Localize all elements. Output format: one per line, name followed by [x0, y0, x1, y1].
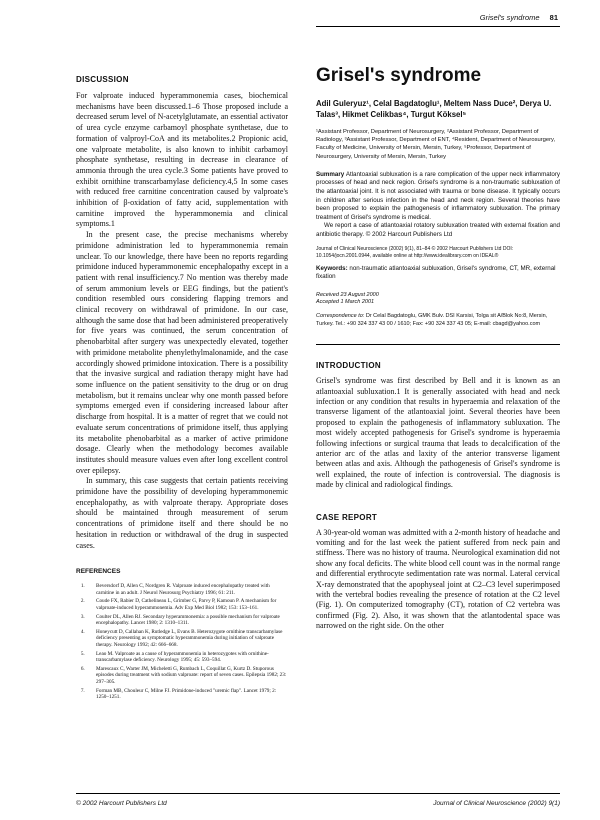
reference-item: 1. Beversdorf D, Allen C, Nordgren R. Valproate induced encephalopathy treated with carnitine in an adult. J Neurol Neurosurg Psychiatry 1996; 61: 211.	[86, 583, 288, 596]
left-column	[76, 75, 288, 703]
case-report-heading: CASE REPORT	[316, 512, 378, 522]
references-list	[76, 583, 288, 701]
discussion-paragraph: For valproate induced hyperammonemia cases, biochemical mechanisms have been discussed.1–6 Those proposed include a decreased serum level of N-acetylglutamate, an essential activator of urea cycle enzyme carbamoyl phosphate synthetase, due to formation of valproyl-CoA and its metabolites.2 Propionic acid, one valproate metabolite, is also known to inhibit carbamoyl phosphate synthetase, resulting in decrease in clearance of ammonia through the urea cycle.3 Some patients have proved to exhibit ornithine transcarbamylase deficiency.4,5 In some cases with reduced free carnitine concentration caused by valproate's inhibition of β-oxidation of fatty acid, supplementation with carnitine improved the hyperammonemia and clinical symptoms.1	[76, 91, 288, 229]
article-title: Grisel's syndrome	[316, 65, 482, 86]
keywords-label: Keywords:	[316, 264, 348, 272]
citation-line: Journal of Clinical Neuroscience (2002) 9(1), 81–84 © 2002 Harcourt Publishers Ltd DOI: 10.1054/jocn.2001.0944, available online at http://www.idealibrary.com on IDEAL®	[316, 245, 514, 259]
discussion-paragraph: In summary, this case suggests that certain patients receiving primidone have the possibility of developing hyperammonemic encephalopathy, as with valproate therapy. Appropriate doses should be maintained through measurement of serum concentrations of primidone itself and there should be no hesitation in reduction or withdrawal of the drug in suspected cases.	[76, 476, 288, 550]
header-rule	[316, 26, 560, 27]
summary-label: Summary	[316, 170, 345, 178]
running-header	[480, 13, 558, 22]
discussion-body	[76, 91, 288, 551]
introduction-body	[316, 376, 560, 490]
footer-rule	[76, 793, 560, 794]
discussion-heading: DISCUSSION	[76, 75, 129, 84]
reference-item: 5. Leao M. Valproate as a cause of hyperammonemia in heterozygotes with ornithine-transcarbamylase deficiency. Neurology 1995; 45: 593–594.	[86, 651, 288, 664]
author-list: Adil Guleryuz¹, Celal Bagdatoglu¹, Meltem Nass Duce², Derya U. Talas³, Hikmet Celikbas⁴, Turgut Köksel⁵	[316, 99, 552, 119]
introduction-heading: INTRODUCTION	[316, 361, 381, 371]
discussion-paragraph: In the present case, the precise mechanisms whereby primidone administration led to hyperammonemia remain unclear. To our knowledge, there have been no reports regarding primidone induced hyperammonemic encephalopathy except in a patient with renal insufficiency.7 No mention was thereby made of serum ammonium levels or EEG findings, but the patient's condition resembled ours considering flapping tremors and clinical recovery on withdrawal of primidone. In our case, although the same dose that had been administered preoperatively for five years was continued, the serum concentration of phenobarbital after surgery was unexpectedly elevated, together with primidone metabolite phenylethylmalonamide, and the case accordingly showed primidone intoxication. There is a possibility that the invasive surgical and radiation therapy might have had some influence on the patient sensitivity to the drug or on drug metabolism, but it remains unclear why one month passed before symptoms emerged even if considering increased labour after discharge from hospital. It is a matter of regret that we could not evaluate serum concentrations of primidone itself, thus applying its metabolite phenobarbital as a marker of active primidone dosage. Clearly when the methodology becomes available institutes should measure values even after long excellent control over epilepsy.	[76, 230, 288, 475]
reference-item: 4. Honeycutt D, Callahan K, Rutledge L, Evans B. Heterozygote ornithine transcarbamylase deficiency presenting as symptomatic hyperammonemia during initiation of valproate therapy. Neurology 1992; 42: 666–668.	[86, 629, 288, 649]
received-date: Received 23 August 2000	[316, 291, 379, 298]
case-report-body	[316, 528, 560, 632]
keywords-text: non-traumatic atlantoaxial subluxation, Grisel's syndrome, CT, MR, external fixation	[316, 264, 556, 281]
page-number: 81	[549, 13, 558, 22]
summary-text: Atlantoaxial subluxation is a rare complication of the upper neck inflammatory processes of head and neck region. Grisel's syndrome is a non-traumatic subluxation of the atlantoaxial joint. It is not associated with trauma or bone disease. It typically occurs in children after serious infection in the head and neck region. Several theories have been proposed to explain the pathogenesis of inflammatory subluxation. The primary treatment of Grisel's syndrome is medical.	[316, 170, 560, 221]
running-title: Grisel's syndrome	[479, 13, 540, 22]
abstract	[316, 171, 560, 240]
correspondence	[316, 313, 560, 328]
reference-item: 3. Coulter DL, Allen RJ. Secondary hyperammonemia: a possible mechanism for valproate encephalopathy. Lancet 1980; 2: 1310–1311.	[86, 614, 288, 627]
reference-item: 2. Coude FX, Rabier D, Cathelineau L, Grimber G, Parvy P, Kamoun P. A mechanism for valproate-induced hyperammonemia. Adv Exp Med Biol 1982; 153: 153–161.	[86, 598, 288, 611]
footer-copyright: © 2002 Harcourt Publishers Ltd	[76, 800, 167, 807]
case-report-paragraph: A 30-year-old woman was admitted with a 2-month history of headache and vomiting and for the last week the patient suffered from neck pain and stiffness. There was no history of trauma. Neurological examination did not show any focal deficits. The white blood cell count was in the normal range and differential erythrocyte sedimentation rate was normal. Lateral cervical X-ray demonstrated that the apophyseal joint at C2–C3 level superimposed with the vertebral bodies revealing the presence of rotation at the C2 level (Fig. 1). On computerized tomography (CT), rotation of C2 vertebra was confirmed (Fig. 2). Also, it was shown that the atlantodental space was narrowed on the right side. On the other	[316, 527, 560, 631]
affiliations: ¹Assistant Professor, Department of Neurosurgery, ²Assistant Professor, Department of Radiology, ³Assistant Professor, Department of ENT, ⁴Resident, Department of Neurosurgery, Faculty of Medicine, University of Mersin, Mersin, Turkey, ⁵Professor, Department of Neurosurgery, University of Mersin, Mersin, Turkey	[316, 129, 556, 160]
right-column	[316, 65, 560, 654]
correspondence-text: Dr Celal Bagdatoglu, GMK Bulv. DSI Karsisi, Tolga sit A/Blok No:8, Mersin, Turkey. Tel.: +90 324 337 43 00 / 1610; Fax: +90 324 337 43 05; E-mail: cbagd@yahoo.com	[316, 312, 548, 327]
article-dates	[316, 292, 560, 307]
accepted-date: Accepted 1 March 2001	[316, 299, 375, 306]
keywords	[316, 265, 560, 282]
correspondence-label: Correspondence to:	[316, 312, 365, 319]
footer-journal: Journal of Clinical Neuroscience (2002) 9(1)	[433, 800, 560, 807]
reference-item: 6. Marescaux C, Warter JM, Micheletti G, Rumbach L, Coquillat G, Kurtz D. Stuporous episodes during treatment with sodium valproate: report of seven cases. Epilepsia 1982; 23: 297–305.	[86, 666, 288, 686]
reference-item: 7. Forman MB, Chouleur C, Milne FJ. Primidone-induced "uremic flap". Lancet 1979; 2: 1250–1251.	[86, 688, 288, 701]
summary-text-2: We report a case of atlantoaxial rotatory subluxation treated with external fixation and antibiotic therapy. © 2002 Harcourt Publishers Ltd	[316, 222, 560, 238]
section-rule	[316, 344, 560, 345]
references-heading: REFERENCES	[76, 568, 121, 576]
introduction-paragraph: Grisel's syndrome was first described by Bell and it is known as an atlantoaxial subluxation.1 It is generally associated with head and neck infection or any condition that results in hyperaemia and relaxation of the transverse ligament of the atlantoaxial joint. Several theories have been proposed to explain the pathogenesis of inflammatory subluxation. The most widely accepted pathogenesis for Grisel's syndrome is hyperaemia following infections or surgical trauma that leads to decalcification of the anterior arc of the atlas and laxity of the anterior transverse ligament between atlas and axis. Although the pathogenesis of Grisel's syndrome is well explained, the route of infection is controversial. The diagnosis is made by clinical and radiological findings.	[316, 376, 560, 490]
